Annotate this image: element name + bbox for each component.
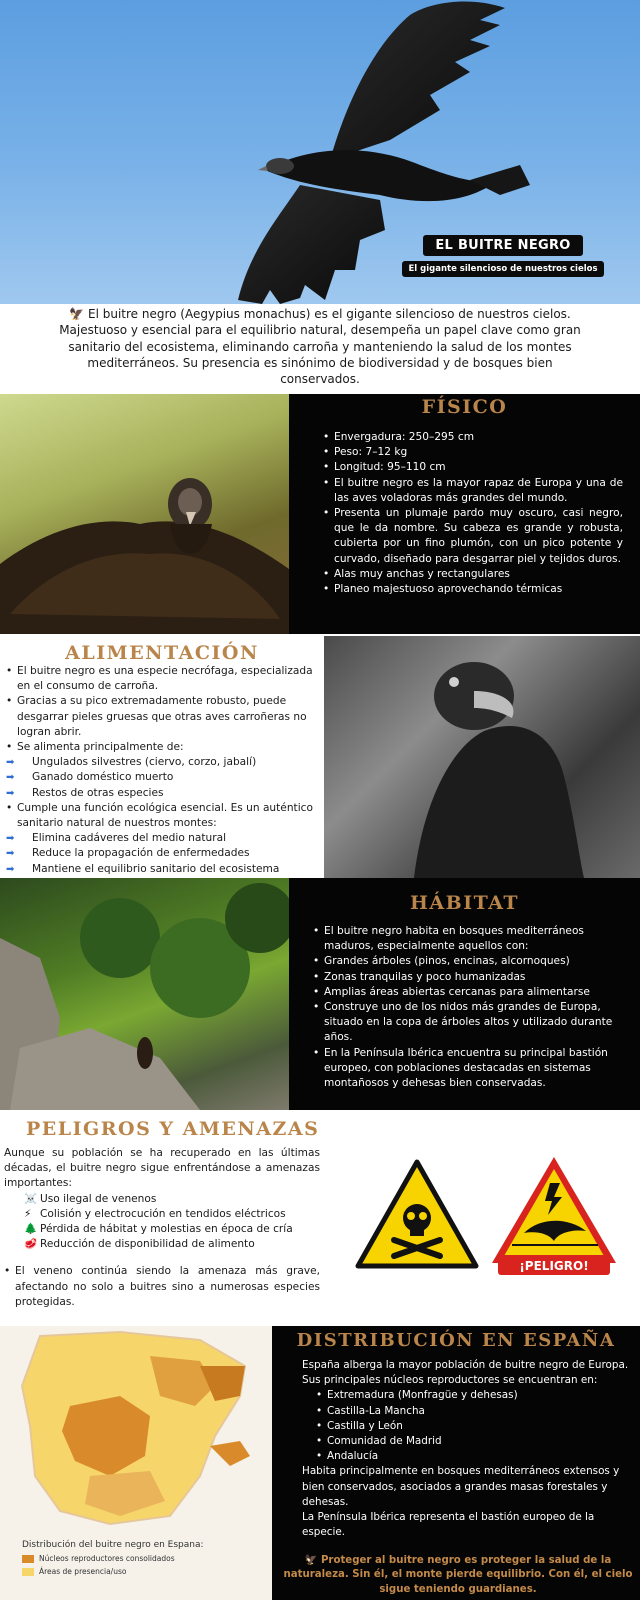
fisico-panel bbox=[289, 394, 640, 634]
function-item: ➡ Mantiene el equilibrio sanitario del ecosistema bbox=[6, 862, 318, 877]
spain-map-illustration bbox=[0, 1326, 272, 1536]
region-item: • Extremadura (Monfragüe y dehesas) bbox=[316, 1388, 632, 1403]
skull-crossbones-icon: ☠️ bbox=[24, 1192, 38, 1205]
hero-title: EL BUITRE NEGRO bbox=[423, 235, 582, 256]
diet-item: ➡ Ganado doméstico muerto bbox=[6, 770, 318, 785]
list-item: • Cumple una función ecológica esencial. Es un auténtico sanitario natural de nuestros montes: bbox=[6, 801, 318, 831]
distribucion-panel bbox=[272, 1326, 640, 1600]
threat-item: ☠️ Uso ilegal de venenos bbox=[24, 1192, 320, 1207]
function-item: ➡ Reduce la propagación de enfermedades bbox=[6, 846, 318, 861]
region-list bbox=[316, 1388, 632, 1464]
threat-item: 🌲 Pérdida de hábitat y molestias en época de cría bbox=[24, 1222, 320, 1237]
vulture-head-illustration bbox=[324, 636, 640, 878]
list-item: • En la Península Ibérica encuentra su principal bastión europeo, con poblaciones destacadas en sistemas montañosos y dehesas bien conservadas. bbox=[313, 1046, 613, 1092]
list-item: • Se alimenta principalmente de: bbox=[6, 740, 318, 755]
hero-subtitle: El gigante silencioso de nuestros cielos bbox=[402, 261, 603, 277]
habitat-photo bbox=[0, 878, 289, 1110]
distribucion-paragraph: Habita principalmente en bosques mediterráneos extensos y bien conservados, asociados a grandes masas forestales y dehesas. bbox=[302, 1465, 620, 1508]
region-item: • Castilla y León bbox=[316, 1419, 632, 1434]
region-item: • Castilla-La Mancha bbox=[316, 1404, 632, 1419]
list-item: • Peso: 7–12 kg bbox=[323, 445, 623, 460]
peligros-title: PELIGROS Y AMENAZAS bbox=[26, 1118, 320, 1140]
peligros-section bbox=[0, 1118, 330, 1318]
vulture-bw-photo bbox=[324, 636, 640, 878]
fisico-title: FÍSICO bbox=[421, 396, 508, 418]
distribucion-title: DISTRIBUCIÓN EN ESPAÑA bbox=[296, 1330, 616, 1351]
list-item: • Amplias áreas abiertas cercanas para alimentarse bbox=[313, 985, 613, 1000]
peligros-intro: Aunque su población se ha recuperado en las últimas décadas, el buitre negro sigue enfrentándose a amenazas importantes: bbox=[4, 1147, 320, 1190]
diet-item: ➡ Ungulados silvestres (ciervo, corzo, jabalí) bbox=[6, 755, 318, 770]
peligro-label: ¡PELIGRO! bbox=[519, 1259, 589, 1273]
legend-title: Distribución del buitre negro en Espana: bbox=[22, 1540, 204, 1550]
spain-distribution-map bbox=[0, 1326, 272, 1600]
legend-swatch bbox=[22, 1568, 34, 1576]
legend-item: Núcleos reproductores consolidados bbox=[22, 1554, 204, 1563]
list-item: • Planeo majestuoso aprovechando térmicas bbox=[323, 582, 623, 597]
fisico-list bbox=[323, 430, 623, 597]
list-item: • Zonas tranquilas y poco humanizadas bbox=[313, 970, 613, 985]
list-item: • El buitre negro es la mayor rapaz de Europa y una de las aves voladoras más grandes del mundo. bbox=[323, 476, 623, 506]
rocky-forest-illustration bbox=[0, 878, 289, 1110]
lightning-icon: ⚡ bbox=[24, 1207, 32, 1220]
threat-item: ⚡ Colisión y electrocución en tendidos eléctricos bbox=[24, 1207, 320, 1222]
closing-statement: 🦅 Proteger al buitre negro es proteger la salud de la naturaleza. Sin él, el monte pierde equilibrio. Con él, el cielo sigue teniendo guardianes. bbox=[283, 1555, 633, 1595]
hero-title-box bbox=[399, 234, 607, 277]
list-item: • Grandes árboles (pinos, encinas, alcornoques) bbox=[313, 954, 613, 969]
list-item: • Gracias a su pico extremadamente robusto, puede desgarrar pieles gruesas que otras aves carroñeras no logran abrir. bbox=[6, 694, 318, 740]
habitat-title: HÁBITAT bbox=[409, 892, 520, 914]
distribucion-content bbox=[302, 1358, 632, 1540]
list-item: • El veneno continúa siendo la amenaza más grave, afectando no solo a buitres sino a numerosas especies protegidas. bbox=[4, 1264, 320, 1310]
habitat-panel bbox=[289, 878, 640, 1110]
list-item: • Longitud: 95–110 cm bbox=[323, 460, 623, 475]
intro-paragraph: 🦅 El buitre negro (Aegypius monachus) es el gigante silencioso de nuestros cielos. Majestuoso y esencial para el equilibrio natural, desempeña un papel clave como gran sanitario del ecosistema, eliminando carroña y manteniendo la salud de los montes mediterráneos. Su presencia es sinónimo de biodiversidad y de bosques bien conservados. bbox=[59, 307, 581, 387]
distribucion-intro: España alberga la mayor población de buitre negro de Europa. Sus principales núcleos reproductores se encuentran en: bbox=[302, 1359, 629, 1387]
alimentacion-title: ALIMENTACIÓN bbox=[65, 642, 259, 664]
region-item: • Comunidad de Madrid bbox=[316, 1434, 632, 1449]
habitat-list bbox=[313, 924, 613, 1091]
vulture-wings-spread-illustration bbox=[0, 394, 289, 634]
threat-list bbox=[24, 1192, 320, 1253]
legend-swatch bbox=[22, 1555, 34, 1563]
region-item: • Andalucía bbox=[316, 1449, 632, 1464]
peligros-content bbox=[4, 1146, 320, 1310]
hero-banner bbox=[0, 0, 640, 304]
list-item: • Presenta un plumaje pardo muy oscuro, casi negro, que le da nombre. Su cabeza es grande y robusta, cubierta por un fino plumón, con un pico potente y curvado, diseñado para desgarrar piel y tejidos duros. bbox=[323, 506, 623, 567]
legend-item: Áreas de presencia/uso bbox=[22, 1567, 204, 1576]
list-item: • Alas muy anchas y rectangulares bbox=[323, 567, 623, 582]
vulture-portrait-photo bbox=[0, 394, 289, 634]
alimentacion-content bbox=[6, 664, 318, 877]
tree-icon: 🌲 bbox=[24, 1223, 38, 1236]
list-item: • Construye uno de los nidos más grandes de Europa, situado en la copa de árboles altos y utilizado durante años. bbox=[313, 1000, 613, 1046]
diet-item: ➡ Restos de otras especies bbox=[6, 786, 318, 801]
threat-item: 🥩 Reducción de disponibilidad de alimento bbox=[24, 1237, 320, 1252]
distribucion-paragraph: La Península Ibérica representa el bastión europeo de la especie. bbox=[302, 1511, 595, 1539]
alimentacion-section bbox=[0, 636, 324, 876]
function-item: ➡ Elimina cadáveres del medio natural bbox=[6, 831, 318, 846]
list-item: • El buitre negro habita en bosques mediterráneos maduros, especialmente aquellos con: bbox=[313, 924, 613, 954]
meat-icon: 🥩 bbox=[24, 1238, 38, 1251]
map-legend bbox=[22, 1540, 204, 1576]
list-item: • Envergadura: 250–295 cm bbox=[323, 430, 623, 445]
electrocution-warning-sign-icon bbox=[488, 1153, 620, 1277]
list-item: • El buitre negro es una especie necrófaga, especializada en el consumo de carroña. bbox=[6, 664, 318, 694]
poison-warning-sign-icon bbox=[354, 1158, 480, 1272]
